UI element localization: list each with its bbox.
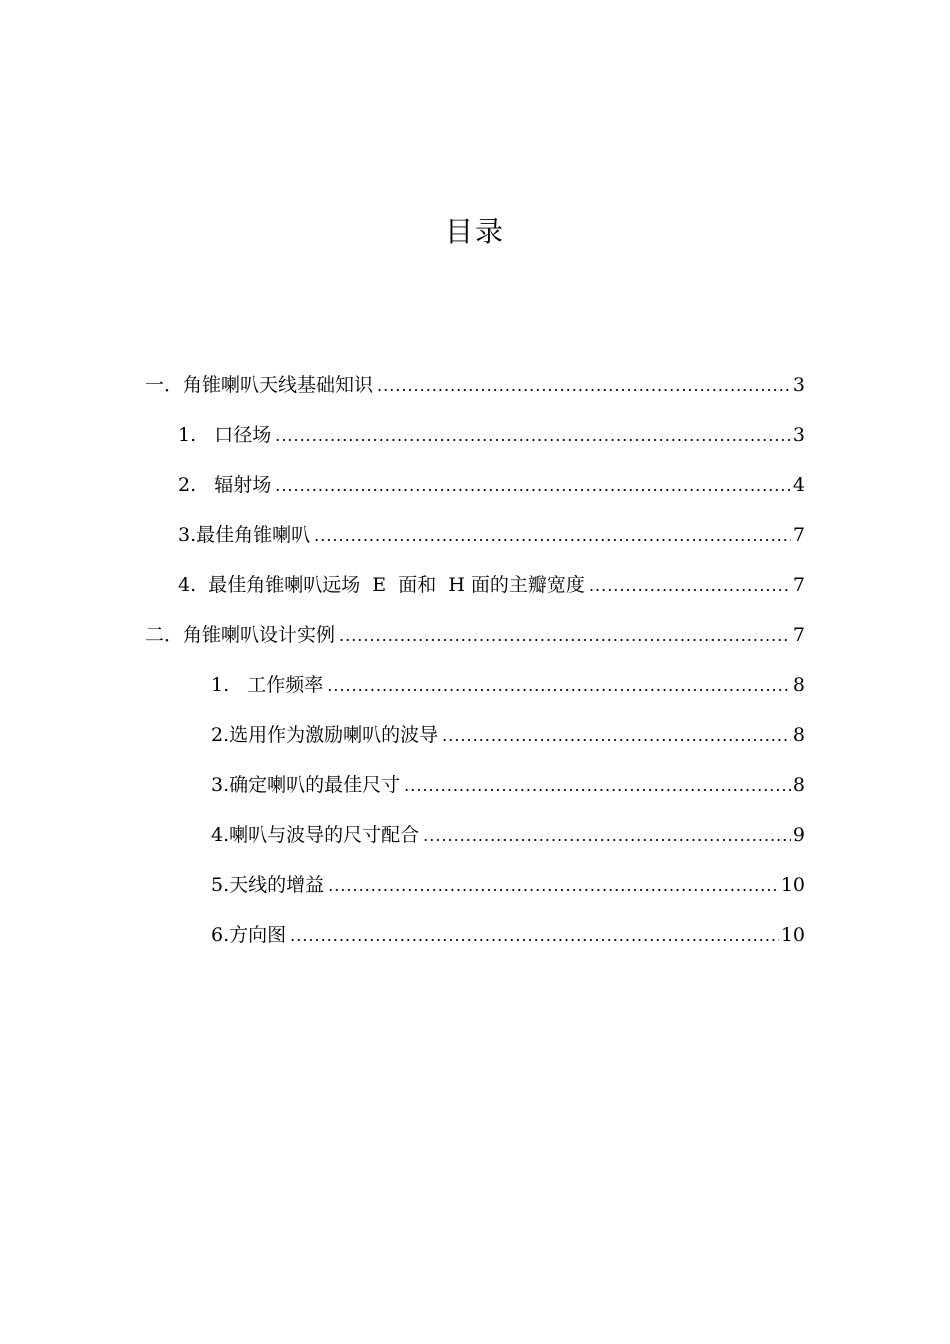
toc-entry-label: 3.最佳角锥喇叭 xyxy=(178,524,311,546)
toc-entry-label: 一．角锥喇叭天线基础知识 xyxy=(145,374,374,396)
toc-dot-leader xyxy=(328,871,779,901)
toc-entry-page: 8 xyxy=(792,774,805,796)
toc-entry-page: 10 xyxy=(780,874,805,896)
toc-entry-2-6[interactable] xyxy=(211,920,805,950)
toc-entry-2-3[interactable] xyxy=(211,770,805,800)
toc-entry-page: 7 xyxy=(792,524,805,546)
toc-entry-2-4[interactable] xyxy=(211,820,805,850)
toc-entry-page: 3 xyxy=(792,424,805,446)
toc-entry-label: 2.选用作为激励喇叭的波导 xyxy=(211,724,439,746)
toc-entry-2-2[interactable] xyxy=(211,720,805,750)
toc-dot-leader xyxy=(275,421,791,451)
toc-entry-1-3[interactable] xyxy=(178,520,805,550)
toc-dot-leader xyxy=(290,921,779,951)
toc-entry-1-4[interactable] xyxy=(178,570,805,600)
toc-dot-leader xyxy=(442,721,791,751)
toc-entry-label: 2. 辐射场 xyxy=(178,474,272,496)
toc-entry-page: 3 xyxy=(792,374,805,396)
toc-entry-section-2[interactable] xyxy=(145,620,805,650)
toc-dot-leader xyxy=(423,821,791,851)
toc-entry-page: 10 xyxy=(780,924,805,946)
page-title: 目录 xyxy=(444,215,505,248)
toc-dot-leader xyxy=(327,671,791,701)
toc-entry-label: 6.方向图 xyxy=(211,924,287,946)
toc-entry-section-1[interactable] xyxy=(145,370,805,400)
toc-entry-page: 4 xyxy=(792,474,805,496)
toc-entry-label: 二．角锥喇叭设计实例 xyxy=(145,624,336,646)
toc-dot-leader xyxy=(339,621,791,651)
toc-entry-label: 3.确定喇叭的最佳尺寸 xyxy=(211,774,401,796)
toc-dot-leader xyxy=(275,471,791,501)
toc-entry-page: 8 xyxy=(792,674,805,696)
toc-entry-2-5[interactable] xyxy=(211,870,805,900)
toc-entry-label: 4. 最佳角锥喇叭远场 E 面和 H 面的主瓣宽度 xyxy=(178,574,585,596)
toc-entry-label: 1. 口径场 xyxy=(178,424,272,446)
toc-entry-2-1[interactable] xyxy=(211,670,805,700)
toc-entry-page: 8 xyxy=(792,724,805,746)
toc-dot-leader xyxy=(404,771,791,801)
toc-dot-leader xyxy=(589,571,791,601)
toc-dot-leader xyxy=(314,521,791,551)
toc-entry-page: 9 xyxy=(792,824,805,846)
toc-entry-page: 7 xyxy=(792,574,805,596)
toc-entry-1-1[interactable] xyxy=(178,420,805,450)
toc-entry-label: 5.天线的增益 xyxy=(211,874,325,896)
toc-entry-label: 1. 工作频率 xyxy=(211,674,324,696)
toc-entry-page: 7 xyxy=(792,624,805,646)
toc-entry-1-2[interactable] xyxy=(178,470,805,500)
toc-dot-leader xyxy=(377,371,791,401)
toc-entry-label: 4.喇叭与波导的尺寸配合 xyxy=(211,824,420,846)
